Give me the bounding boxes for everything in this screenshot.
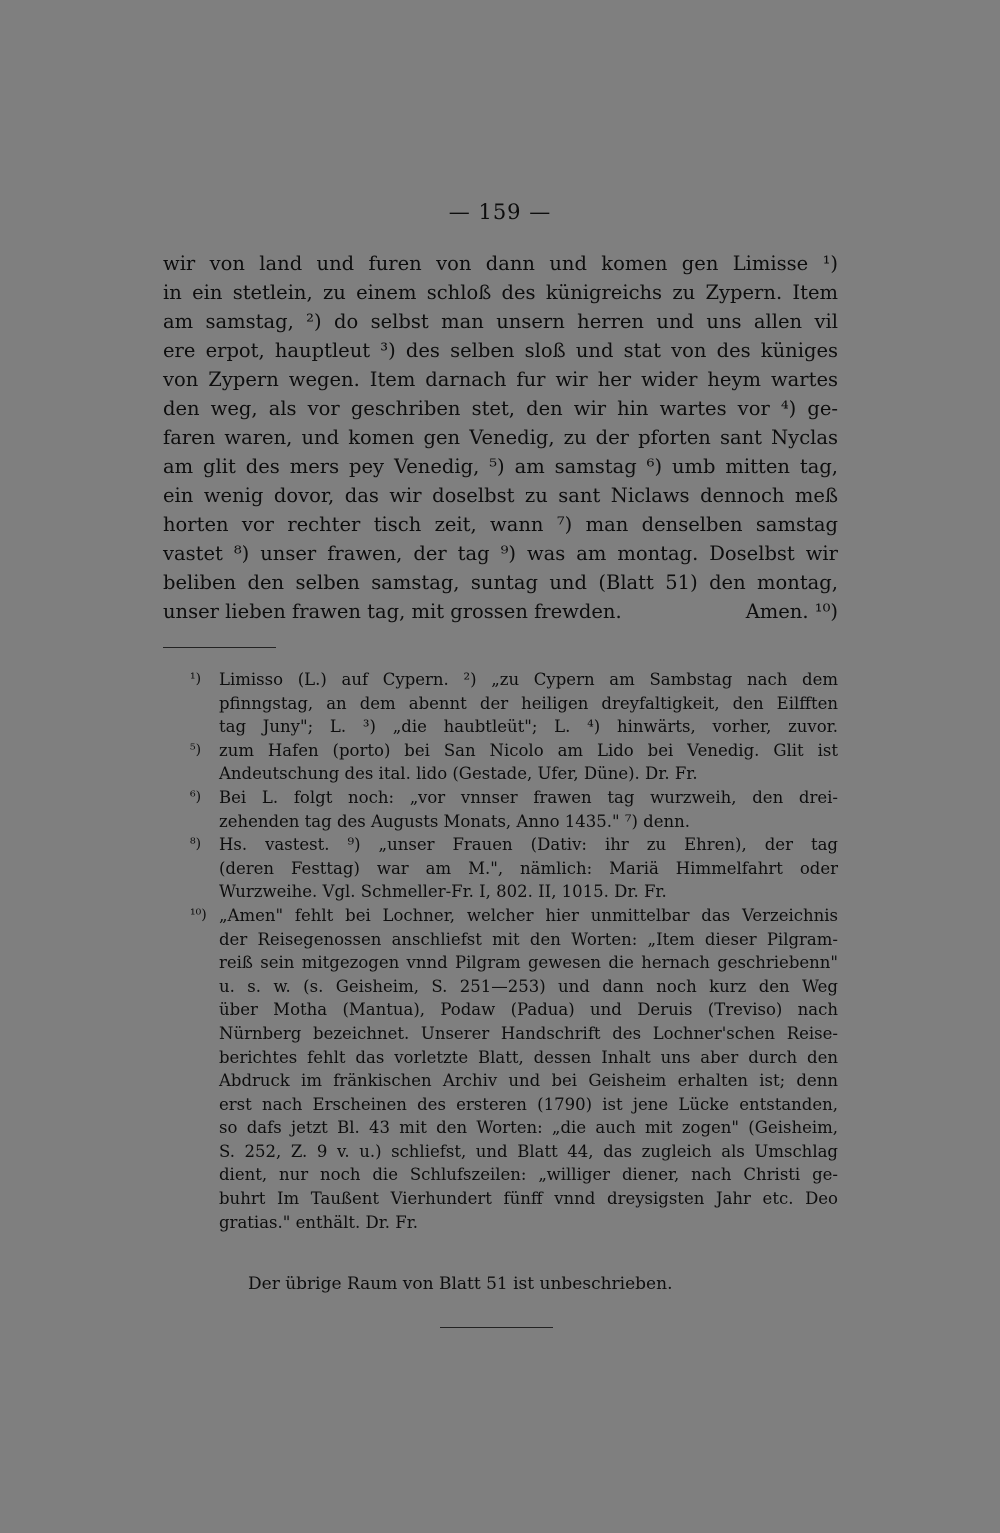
page-number: — 159 — xyxy=(448,200,552,224)
main-text-line: in ein stetlein, zu einem schloß des künigreichs zu Zypern. Item xyxy=(163,281,838,304)
footnote-5 xyxy=(190,739,838,786)
footnote-line: u. s. w. (s. Geisheim, S. 251—253) und dann noch kurz den Weg xyxy=(219,976,838,996)
main-text-line: beliben den selben samstag, suntag und (Blatt 51) den montag, xyxy=(163,571,838,594)
footnote-line: (deren Festtag) war am M.", nämlich: Mariä Himmelfahrt oder xyxy=(219,858,838,878)
footnote-line: erst nach Erscheinen des ersteren (1790) ist jene Lücke entstanden, xyxy=(219,1094,838,1114)
footnote-line: Andeutschung des ital. lido (Gestade, Ufer, Düne). Dr. Fr. xyxy=(219,764,698,784)
main-text-line: horten vor rechter tisch zeit, wann ⁷) man denselben samstag xyxy=(163,513,838,536)
footnote-line: S. 252, Z. 9 v. u.) schliefst, und Blatt 44, das zugleich als Umschlag xyxy=(219,1141,838,1161)
footnote-marker: ⁸) xyxy=(190,836,202,853)
footnote-10 xyxy=(190,904,838,1234)
footnote-line: Abdruck im fränkischen Archiv und bei Geisheim erhalten ist; denn xyxy=(219,1071,838,1091)
main-text-last-words: unser lieben frawen tag, mit grossen frewden. xyxy=(163,600,622,623)
footnote-line: Nürnberg bezeichnet. Unserer Handschrift des Lochner'schen Reise- xyxy=(219,1023,838,1043)
main-text-line: von Zypern wegen. Item darnach fur wir her wider heym wartes xyxy=(163,368,838,391)
amen-word: Amen. ¹⁰) xyxy=(745,600,838,623)
footnote-line: Limisso (L.) auf Cypern. ²) „zu Cypern am Sambstag nach dem xyxy=(219,670,838,689)
footnote-6 xyxy=(190,786,838,833)
footnote-separator xyxy=(163,647,276,648)
footnote-line: dient, nur noch die Schlufszeilen: „williger diener, nach Christi ge- xyxy=(219,1165,838,1185)
footnote-line: pfinngstag, an dem abennt der heiligen dreyfaltigkeit, den Eilfften xyxy=(219,693,838,713)
end-rule xyxy=(440,1327,553,1328)
footnote-1 xyxy=(190,668,838,739)
closing-note: Der übrige Raum von Blatt 51 ist unbeschrieben. xyxy=(248,1274,673,1294)
main-text-line: wir von land und furen von dann und komen gen Limisse ¹) xyxy=(163,252,838,275)
footnote-line: reiß sein mitgezogen vnnd Pilgram gewesen die hernach geschriebenn" xyxy=(219,953,838,973)
footnote-line: zum Hafen (porto) bei San Nicolo am Lido bei Venedig. Glit ist xyxy=(219,740,838,760)
footnote-line: gratias." enthält. Dr. Fr. xyxy=(219,1212,419,1232)
footnote-line: berichtes fehlt das vorletzte Blatt, dessen Inhalt uns aber durch den xyxy=(219,1047,838,1067)
main-text-line: ere erpot, hauptleut ³) des selben sloß und stat von des küniges xyxy=(163,339,838,362)
footnote-marker: ⁵) xyxy=(190,741,202,758)
footnote-line: buhrt Im Taußent Vierhundert fünff vnnd dreysigsten Jahr etc. Deo xyxy=(219,1189,838,1209)
footnote-line: der Reisegenossen anschliefst mit den Worten: „Item dieser Pilgram- xyxy=(219,929,838,949)
footnote-line: zehenden tag des Augusts Monats, Anno 1435." ⁷) denn. xyxy=(219,811,690,831)
footnote-line: über Motha (Mantua), Podaw (Padua) und Deruis (Treviso) nach xyxy=(219,1000,838,1020)
footnote-line: Hs. vastest. ⁹) „unser Frauen (Dativ: ihr zu Ehren), der tag xyxy=(219,835,838,855)
footnote-marker: ¹) xyxy=(190,671,202,687)
footnote-8 xyxy=(190,833,838,904)
footnote-line: „Amen" fehlt bei Lochner, welcher hier unmittelbar das Verzeichnis xyxy=(219,905,838,925)
main-text-last-line xyxy=(163,597,838,626)
main-text-line: ein wenig dovor, das wir doselbst zu sant Niclaws dennoch meß xyxy=(163,484,838,507)
footnote-marker: ⁶) xyxy=(190,788,202,805)
footnotes xyxy=(190,668,838,1234)
main-text-line: am samstag, ²) do selbst man unsern herren und uns allen vil xyxy=(163,310,838,333)
main-text-line: faren waren, und komen gen Venedig, zu der pforten sant Nyclas xyxy=(163,426,838,449)
footnote-line: tag Juny"; L. ³) „die haubtleüt"; L. ⁴) hinwärts, vorher, zuvor. xyxy=(219,717,838,737)
footnote-line: so dafs jetzt Bl. 43 mit den Worten: „die auch mit zogen" (Geisheim, xyxy=(219,1118,838,1138)
main-text-line: vastet ⁸) unser frawen, der tag ⁹) was am montag. Doselbst wir xyxy=(163,542,838,565)
footnote-line: Bei L. folgt noch: „vor vnnser frawen tag wurzweih, den drei- xyxy=(219,787,838,807)
footnote-marker: ¹⁰) xyxy=(190,906,207,923)
main-text xyxy=(163,249,838,626)
main-text-line: am glit des mers pey Venedig, ⁵) am samstag ⁶) umb mitten tag, xyxy=(163,455,838,478)
footnote-line: Wurzweihe. Vgl. Schmeller-Fr. I, 802. II, 1015. Dr. Fr. xyxy=(219,882,667,902)
main-text-line: den weg, als vor geschriben stet, den wir hin wartes vor ⁴) ge- xyxy=(163,397,838,420)
